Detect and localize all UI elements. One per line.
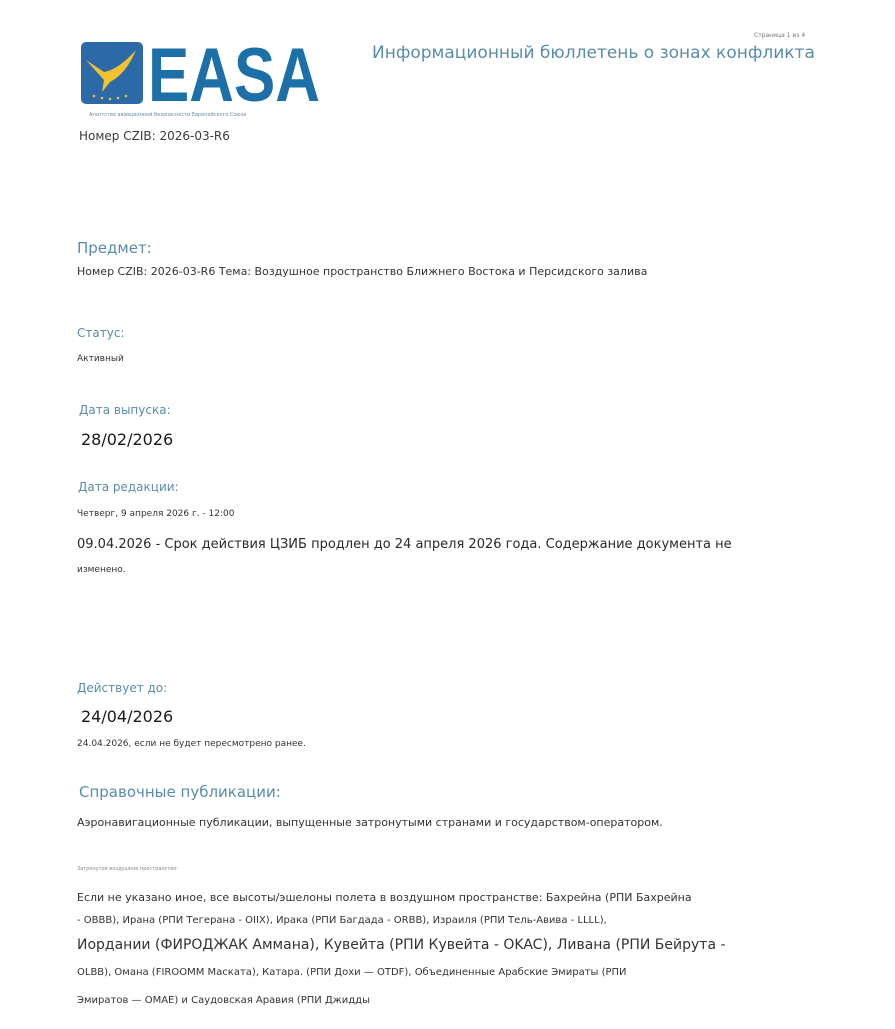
status-value: Активный <box>77 354 124 364</box>
affected-airspace-text <box>77 891 807 1017</box>
logo-tagline: Агентство авиационной безопасности Европейского Союза <box>89 112 247 118</box>
easa-logo-mark <box>80 40 325 106</box>
affected-airspace-label: Затронутое воздушное пространство: <box>77 866 178 872</box>
valid-until-label: Действует до: <box>77 681 168 695</box>
affected-line: - OBBB), Ирана (РПИ Тегерана - OIIX), Ирака (РПИ Багдада - ORBB), Израиля (РПИ Тель-Авива - LLLL), <box>77 915 607 926</box>
doc-number: Номер CZIB: 2026-03-R6 <box>79 129 230 143</box>
valid-until-note: 24.04.2026, если не будет пересмотрено ранее. <box>77 739 306 749</box>
subject-label: Предмет: <box>77 239 152 257</box>
revision-date-value: Четверг, 9 апреля 2026 г. - 12:00 <box>77 509 235 519</box>
logo-text: EASA <box>148 40 320 106</box>
references-value: Аэронавигационные публикации, выпущенные затронутыми странами и государством-оператором. <box>77 816 663 829</box>
subject-value: Номер CZIB: 2026-03-R6 Тема: Воздушное пространство Ближнего Востока и Персидского залива <box>77 265 648 278</box>
valid-until-value: 24/04/2026 <box>81 707 174 726</box>
revision-note-line1: 09.04.2026 - Срок действия ЦЗИБ продлен до 24 апреля 2026 года. Содержание документа не <box>77 537 732 552</box>
status-label: Статус: <box>77 326 125 340</box>
page-indicator: Страница 1 из 4 <box>754 32 806 39</box>
issue-date-value: 28/02/2026 <box>81 430 174 449</box>
revision-note-line2: изменено. <box>77 565 126 575</box>
affected-line: OLBB), Омана (FIROOMM Маската), Катара. (РПИ Дохи — OTDF), Объединенные Арабские Эмираты (РПИ <box>77 967 627 978</box>
affected-line: Эмиратов — OMAE) и Саудовская Аравия (РПИ Джидды <box>77 995 370 1006</box>
affected-line: Если не указано иное, все высоты/эшелоны полета в воздушном пространстве: Бахрейна (РПИ Бахрейна <box>77 891 692 904</box>
references-label: Справочные публикации: <box>79 783 281 801</box>
affected-line: Иордании (ФИРОДЖАК Аммана), Кувейта (РПИ Кувейта - OKAC), Ливана (РПИ Бейрута - <box>77 937 726 953</box>
revision-date-label: Дата редакции: <box>78 480 179 494</box>
issue-date-label: Дата выпуска: <box>79 403 171 417</box>
easa-logo <box>80 40 325 110</box>
bulletin-title: Информационный бюллетень о зонах конфликта <box>372 43 815 63</box>
